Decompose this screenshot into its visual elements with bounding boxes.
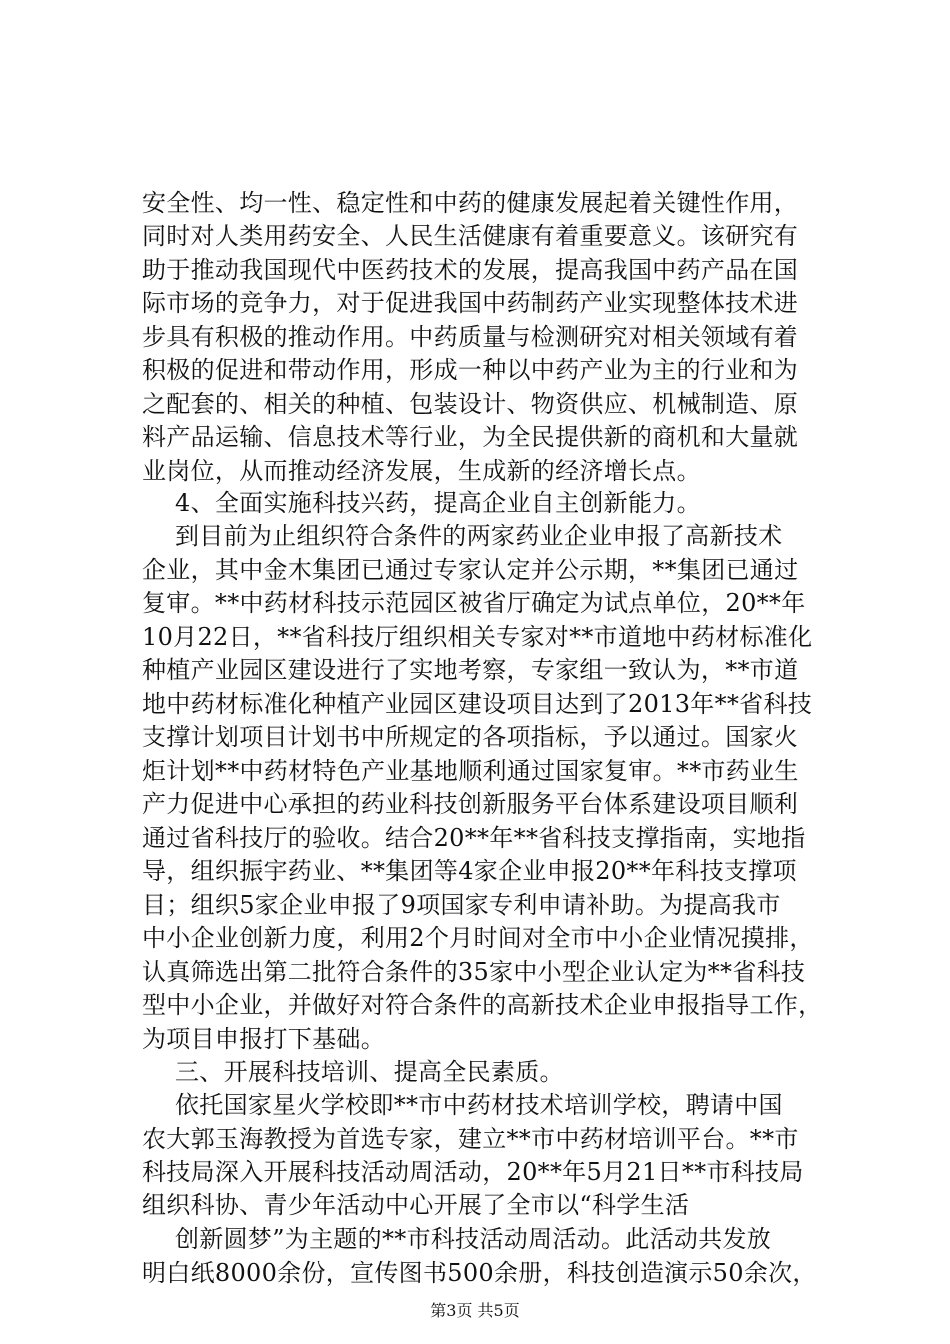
text-line: 复审。**中药材科技示范园区被省厅确定为试点单位，20**年 (142, 589, 806, 617)
text-line: 地中药材标准化种植产业园区建设项目达到了2013年**省科技 (142, 690, 813, 718)
text-line: 炬计划**中药材特色产业基地顺利通过国家复审。**市药业生 (142, 757, 799, 785)
text-line: 型中小企业，并做好对符合条件的高新技术企业申报指导工作， (142, 991, 823, 1019)
text-line: 农大郭玉海教授为首选专家，建立**市中药材培训平台。**市 (142, 1125, 799, 1153)
text-line: 步具有积极的推动作用。中药质量与检测研究对相关领域有着 (142, 323, 799, 351)
text-line: 料产品运输、信息技术等行业，为全民提供新的商机和大量就 (142, 423, 799, 451)
text-line: 科技局深入开展科技活动周活动，20**年5月21日**市科技局 (142, 1158, 804, 1186)
text-line: 依托国家星火学校即**市中药材技术培训学校，聘请中国 (175, 1091, 783, 1119)
text-line: 助于推动我国现代中医药技术的发展，提高我国中药产品在国 (142, 256, 799, 284)
text-line: 同时对人类用药安全、人民生活健康有着重要意义。该研究有 (142, 222, 799, 250)
text-line: 创新圆梦”为主题的**市科技活动周活动。此活动共发放 (175, 1225, 772, 1253)
text-line: 支撑计划项目计划书中所规定的各项指标，予以通过。国家火 (142, 723, 799, 751)
text-line: 明白纸8000余份，宣传图书500余册，科技创造演示50余次， (142, 1259, 817, 1287)
text-line: 通过省科技厅的验收。结合20**年**省科技支撑指南，实地指 (142, 824, 806, 852)
text-line: 10月22日，**省科技厅组织相关专家对**市道地中药材标准化 (142, 623, 813, 651)
text-line: 积极的促进和带动作用，形成一种以中药产业为主的行业和为 (142, 356, 799, 384)
text-line: 企业，其中金木集团已通过专家认定并公示期，**集团已通过 (142, 556, 799, 584)
text-line: 种植产业园区建设进行了实地考察，专家组一致认为，**市道 (142, 656, 799, 684)
text-line: 业岗位，从而推动经济发展，生成新的经济增长点。 (142, 457, 701, 485)
text-line: 安全性、均一性、稳定性和中药的健康发展起着关键性作用， (142, 189, 799, 217)
text-line: 目；组织5家企业申报了9项国家专利申请补助。为提高我市 (142, 891, 781, 919)
text-line: 到目前为止组织符合条件的两家药业企业申报了高新技术 (175, 522, 783, 550)
text-line: 之配套的、相关的种植、包装设计、物资供应、机械制造、原 (142, 390, 799, 418)
text-line: 组织科协、青少年活动中心开展了全市以“科学生活 (142, 1191, 690, 1219)
text-line: 产力促进中心承担的药业科技创新服务平台体系建设项目顺利 (142, 790, 799, 818)
text-line: 际市场的竞争力，对于促进我国中药制药产业实现整体技术进 (142, 289, 799, 317)
page-footer: 第3页 共5页 (430, 1301, 520, 1320)
text-line: 中小企业创新力度，利用2个月时间对全市中小企业情况摸排， (142, 924, 814, 952)
section-heading: 4、全面实施科技兴药，提高企业自主创新能力。 (175, 489, 701, 517)
text-line: 导，组织振宇药业、**集团等4家企业申报20**年科技支撑项 (142, 857, 797, 885)
text-line: 认真筛选出第二批符合条件的35家中小型企业认定为**省科技 (142, 958, 806, 986)
section-heading: 三、开展科技培训、提高全民素质。 (175, 1058, 564, 1086)
text-line: 为项目申报打下基础。 (142, 1025, 385, 1053)
